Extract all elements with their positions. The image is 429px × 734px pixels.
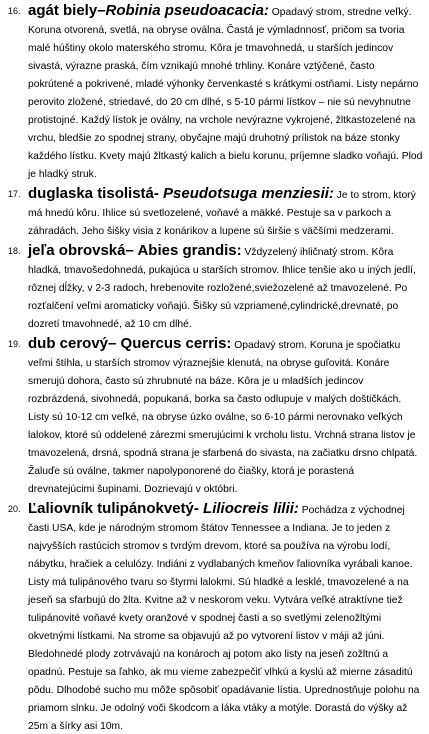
entry-robinia [8, 2, 423, 182]
entry-latin-name: Liliocreis lilii: [198, 500, 299, 517]
entry-number: 17. [8, 189, 21, 199]
entry-body-text: veľmi štíhla, u starších stromov výraznejšie klenutá, na obryse guľovitá. Konáre smerujú dohora, často sú zhrubnuté na báze. Kôra je u mladších jedincov rozbrázdená, sivohnedá, popukaná, borka sa často odlupuje v malých doštičkách. Listy sú 10-12 cm veľké, na obryse úzko oválne, so 6-10 pármi nerovnako veľkých lalokov, ktoré sú oddelené zárezmi smerujúcimi k vrcholu listu. Vrchná strana listov je tmavozelená, drsná, spodná strana je sfarbená do sivasta, na začiatku drsno chlpatá. Žaluďe sú oválne, takmer napolyponorené do čiašky, ktorá je porastená drevnatejúcimi šupinami. Dozrievajú v októbri. [28, 358, 418, 495]
entry-title: dub cerový– Quercus cerris: [28, 335, 232, 352]
entry-paragraph [28, 335, 423, 497]
entry-paragraph [28, 500, 423, 734]
entry-lead-text: Vždyzelený ihličnatý strom. Kôra [241, 247, 394, 258]
entry-title: agát biely– [28, 2, 106, 19]
entry-body-text: Koruna otvorená, svetlá, na obryse oválna. Častá je výmladnnosť, pričom sa tvoria malé húštiny okolo materského stromu. Kôra je tmavohnedá, u starších jedincov sivastá, výrazne praská, čím vznikajú mnohé trhliny. Konáre vztýčené, často pokrútené a pokrivené, mladé výhonky červenkasté s krátkymi ostňami. Listy nepárno perovito zložené, striedavé, do 20 cm dlhé, s 5-10 pármi lístkov – nie sú nevyhnutne protistojné. Každý lístok je oválny, na vrchole nevýrazne vykrojené, žltkastozelené na vrchu, bledšie zo spodnej strany, obyčajne majú druhotný prílistok na báze stonky každého lístku. Kvety majú žltkastý kalich a bielu korunu, príjemne sladko voňajú. Plod je hladký struk. [28, 25, 423, 180]
entry-quercus [8, 335, 423, 497]
entry-latin-name: Pseudotsuga menziesii: [158, 185, 334, 202]
entry-latin-name: Robinia pseudoacacia: [105, 2, 269, 19]
entry-number: 18. [8, 246, 21, 256]
entry-pseudotsuga [8, 185, 423, 239]
entry-number: 16. [8, 6, 21, 16]
entry-number: 19. [8, 339, 21, 349]
entry-paragraph [28, 242, 423, 332]
entry-lead-text: Pochádza z východnej [298, 505, 405, 516]
entry-title: Ľaliovník tulipánokvetý- [28, 500, 199, 517]
entry-title: jeľa obrovská– Abies grandis: [28, 242, 242, 259]
entry-lead-text: Opadavý strom. Koruna je spočiatku [231, 340, 401, 351]
entry-liriodendron [8, 500, 423, 734]
entry-body-text: má hnedú kôru. Ihlice sú svetlozelené, voňavé a mäkké. Pestuje sa v parkoch a záhradách. Jeho šišky visia z konárikov a lupene sú širšie s väčšími medzerami. [28, 208, 394, 237]
entry-number: 20. [8, 504, 21, 514]
entry-paragraph [28, 2, 423, 182]
entry-paragraph [28, 185, 423, 239]
entry-abies [8, 242, 423, 332]
entry-body-text: hladká, tmavošedohnedá, pukajúca u starších stromov. Ihlice tenšie ako u iných jedlí, rôznej dĺžky, v 2-3 radoch, hrebenovite rozložené,sviežozelené až tmavozelené. Po rozťalčení veľmi aromaticky voňajú. Šišky sú vzpriamené,cylindrické,drevnaté, po dozretí tmavohnedé, až 10 cm dlhé. [28, 265, 416, 330]
entry-lead-text: Opadavý strom, stredne veľký. [268, 7, 412, 18]
entry-title: duglaska tisolistá- [28, 185, 159, 202]
entry-lead-text: Je to strom, ktorý [333, 190, 416, 201]
entry-body-text: časti USA, kde je národným stromom štátov Tennessee a Indiana. Je to jeden z najvyšších rastúcich stromov s tvrdým drevom, ktoré sa používa na výrobu lodí, nábytku, hračiek a celulózy. Indiáni z vydlabaných kmeňov ľaliovníka vyrábali kanoe. Listy má tulipánového tvaru so štyrmi lalokmi. Sú hladké a lesklé, tmavozelené a na jeseň sa sfarbujú do žlta. Kvitne až v neskorom veku. Vytvára veľké atraktívne tiež tulipánovité voňavé kvety oranžové v spodnej časti a so svetlými zelenožltými okvetnými lístkami. Na strome sa objavujú až po vytvorení listov v máji až júni. Bledohnedé plody zotrvávajú na konároch aj potom ako listy na jeseň zožltnú a opadnú. Pestuje sa ľahko, ak mu vieme zabezpečiť vlhkú a kyslú až mierne zásaditú pôdu. Dlhodobé sucho mu môže spôsobiť opadávanie lístia. Uprednostňuje polohu na priamom slnku. Je odolný voči škodcom a láka vtáky a motýle. Dorastá do výšky až 25m a šírky asi 10m. [28, 523, 420, 732]
